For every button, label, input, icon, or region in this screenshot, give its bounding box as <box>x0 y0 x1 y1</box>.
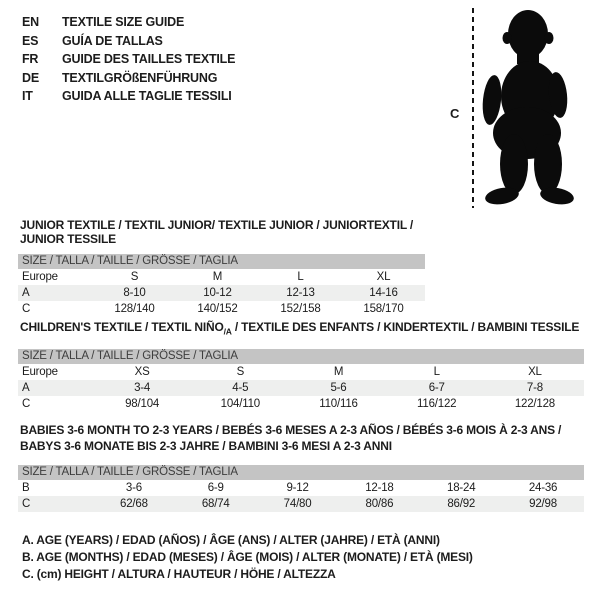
babies-title-line2: BABYS 3-6 MONATE BIS 2-3 JAHRE / BAMBINI 3-6 MESI A 2-3 ANNI <box>20 438 392 453</box>
row-label: A <box>22 287 30 299</box>
height-cell: 152/158 <box>280 303 321 315</box>
size-cell: L <box>297 271 304 283</box>
age-cell: 5-6 <box>330 382 347 395</box>
row-label: Europe <box>22 366 58 379</box>
row-label: B <box>22 482 30 494</box>
junior-row-europe <box>18 269 425 285</box>
babies-row-age <box>18 480 584 496</box>
toddler-silhouette <box>477 4 577 206</box>
junior-table-section <box>18 218 425 317</box>
children-row-europe <box>18 364 584 380</box>
age-cell: 3-6 <box>125 482 142 494</box>
height-cell: 110/116 <box>319 398 358 411</box>
language-row-it <box>22 87 235 106</box>
height-cell: 122/128 <box>514 398 555 411</box>
height-cell: 98/104 <box>125 398 160 411</box>
silhouette-right-ear <box>545 32 554 44</box>
height-cell: 104/110 <box>220 398 260 411</box>
age-cell: 10-12 <box>203 287 232 299</box>
footnote-height-cm: C. (cm) HEIGHT / ALTURA / HAUTEUR / HÖHE / ALTEZZA <box>22 567 336 581</box>
size-cell: L <box>433 366 440 379</box>
junior-table-title: JUNIOR TEXTILE / TEXTIL JUNIOR/ TEXTILE JUNIOR / JUNIORTEXTIL / JUNIOR TESSILE <box>20 218 414 246</box>
size-cell: XL <box>376 271 391 283</box>
silhouette-left-leg <box>500 134 528 194</box>
height-measure-dashed-line <box>472 8 474 208</box>
height-cell: 86/92 <box>447 498 476 510</box>
row-label: C <box>22 398 31 411</box>
age-cell: 24-36 <box>528 482 558 494</box>
footnote-age-years: A. AGE (YEARS) / EDAD (AÑOS) / ÂGE (ANS) / ALTER (JAHRE) / ETÀ (ANNI) <box>22 533 440 547</box>
junior-row-height <box>18 301 425 317</box>
language-title: TEXTILGRÖßENFÜHRUNG <box>62 70 218 85</box>
height-cell: 68/74 <box>201 498 230 510</box>
row-label: A <box>22 382 30 395</box>
age-cell: 14-16 <box>369 287 398 299</box>
height-cell: 80/86 <box>365 498 394 510</box>
language-code: ES <box>22 33 39 48</box>
babies-table-title <box>20 423 584 454</box>
height-label: C <box>450 106 460 121</box>
age-cell: 9-12 <box>286 482 309 494</box>
height-cell: 116/122 <box>417 398 457 411</box>
age-cell: 18-24 <box>447 482 476 494</box>
row-label: C <box>22 303 31 315</box>
babies-row-height <box>18 496 584 512</box>
size-cell: M <box>333 366 344 379</box>
size-cell: XS <box>134 366 150 379</box>
row-label: Europe <box>22 271 58 283</box>
language-code: IT <box>22 89 33 104</box>
age-cell: 4-5 <box>232 382 249 395</box>
language-title: TEXTILE SIZE GUIDE <box>62 15 185 30</box>
children-title-subscript: /A <box>223 326 232 337</box>
children-row-height <box>18 396 584 412</box>
size-cell: M <box>212 271 223 283</box>
language-title-list <box>22 13 235 106</box>
children-size-header-bar: SIZE / TALLA / TAILLE / GRÖSSE / TAGLIA <box>18 349 584 364</box>
height-cell: 158/170 <box>363 303 404 315</box>
language-code: FR <box>22 52 39 67</box>
age-cell: 6-9 <box>207 482 224 494</box>
language-row-fr <box>22 50 235 69</box>
language-row-de <box>22 69 235 88</box>
language-code: EN <box>22 15 39 30</box>
height-cell: 128/140 <box>114 303 155 315</box>
babies-table-section <box>18 423 584 512</box>
footnote-age-months: B. AGE (MONTHS) / EDAD (MESES) / ÂGE (MOIS) / ALTER (MONATE) / ETÀ (MESI) <box>22 550 473 564</box>
junior-size-header-bar: SIZE / TALLA / TAILLE / GRÖSSE / TAGLIA <box>18 254 425 269</box>
size-cell: S <box>130 271 139 283</box>
children-row-age <box>18 380 584 396</box>
language-row-es <box>22 32 235 51</box>
language-title: GUIDA ALLE TAGLIE TESSILI <box>62 89 232 104</box>
language-title: GUIDE DES TAILLES TEXTILE <box>62 52 236 67</box>
height-cell: 74/80 <box>283 498 312 510</box>
height-cell: 92/98 <box>529 498 557 510</box>
size-cell: S <box>236 366 245 379</box>
age-cell: 6-7 <box>428 382 445 395</box>
height-cell: 140/152 <box>197 303 238 315</box>
babies-size-header-bar: SIZE / TALLA / TAILLE / GRÖSSE / TAGLIA <box>18 465 584 480</box>
children-title-pre: CHILDREN'S TEXTILE / TEXTIL NIÑO <box>20 320 224 334</box>
size-cell: XL <box>528 366 542 379</box>
age-cell: 12-13 <box>286 287 315 299</box>
junior-row-age <box>18 285 425 301</box>
language-title: GUÍA DE TALLAS <box>62 33 163 48</box>
language-row-en <box>22 13 235 32</box>
age-cell: 8-10 <box>123 287 146 299</box>
height-cell: 62/68 <box>120 498 148 510</box>
age-cell: 3-4 <box>134 382 151 395</box>
silhouette-left-ear <box>503 32 512 44</box>
children-title-post: / TEXTILE DES ENFANTS / KINDERTEXTIL / BAMBINI TESSILE <box>231 320 580 334</box>
language-code: DE <box>22 70 39 85</box>
row-label: C <box>22 498 31 510</box>
babies-title-line1: BABIES 3-6 MONTH TO 2-3 YEARS / BEBÉS 3-6 MESES A 2-3 AÑOS / BÉBÉS 3-6 MOIS À 2-3 ANS / <box>20 423 562 437</box>
children-table-section <box>18 320 584 412</box>
age-cell: 7-8 <box>526 382 543 395</box>
age-cell: 12-18 <box>365 482 394 494</box>
silhouette-right-leg <box>534 134 562 194</box>
footnote-legend <box>22 532 473 583</box>
children-table-title <box>20 320 584 338</box>
